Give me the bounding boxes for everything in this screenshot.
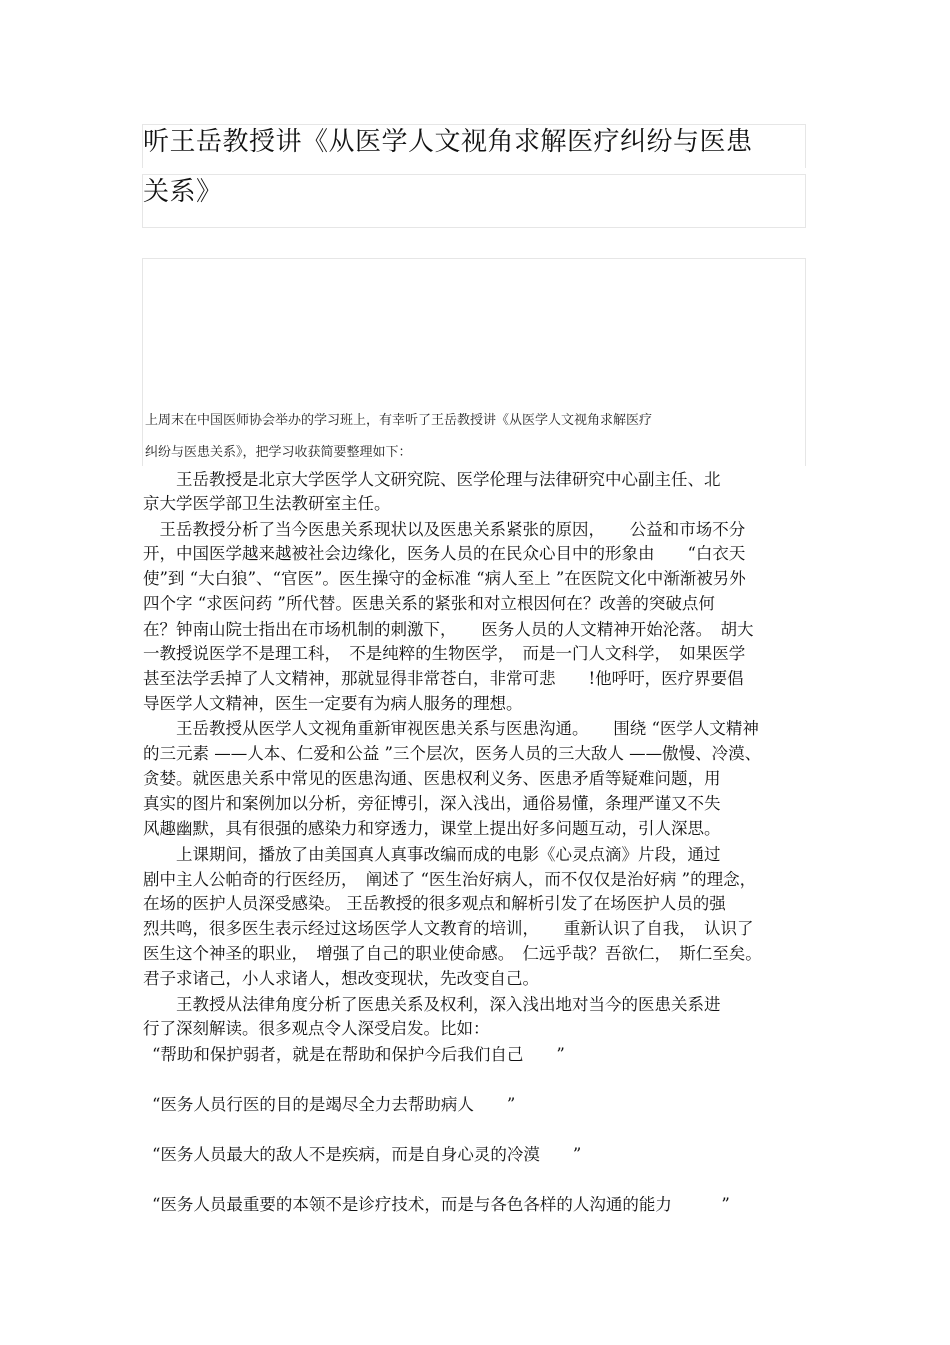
body-line: 贪婪。就医患关系中常见的医患沟通、医患权利义务、医患矛盾等疑难问题，用 [143,769,721,788]
body-line: 京大学医学部卫生法教研室主任。 [143,494,391,513]
body-line: 开，中国医学越来越被社会边缘化，医务人员的在民众心目中的形象由 “白衣天 [143,544,746,563]
quote-line: “医务人员行医的目的是竭尽全力去帮助病人 ” [152,1095,516,1114]
quote-line: “医务人员最重要的本领不是诊疗技术，而是与各色各样的人沟通的能力 ” [152,1195,730,1214]
body-line: 上课期间，播放了由美国真人真事改编而成的电影《心灵点滴》片段，通过 [143,845,721,864]
body-line: 甚至法学丢掉了人文精神，那就显得非常苍白，非常可悲 !他呼吁，医疗界要倡 [143,669,744,688]
body-line: 真实的图片和案例加以分析，旁征博引，深入浅出，通俗易懂，条理严谨又不失 [143,794,721,813]
body-line: 王教授从法律角度分析了医患关系及权利，深入浅出地对当今的医患关系进 [143,995,721,1014]
page-title-line-2: 关系》 [143,177,223,207]
body-line: 在？钟南山院士指出在市场机制的刺激下， 医务人员的人文精神开始沦落。 胡大 [143,620,754,639]
intro-line-2: 纠纷与医患关系》，把学习收获简要整理如下： [145,445,412,460]
body-line: 四个字 “求医问药 ”所代替。医患关系的紧张和对立根因何在？改善的突破点何 [143,594,715,613]
body-line: 的三元素 ——人本、仁爱和公益 ”三个层次，医务人员的三大敌人 ——傲慢、冷漠、 [143,744,762,763]
body-line: 一教授说医学不是理工科， 不是纯粹的生物医学， 而是一门人文科学， 如果医学 [143,644,746,663]
quote-line: “帮助和保护弱者，就是在帮助和保护今后我们自己 ” [152,1045,565,1064]
body-line: 王岳教授分析了当今医患关系现状以及医患关系紧张的原因， 公益和市场不分 [143,520,746,539]
intro-frame [142,258,806,466]
quote-line: “医务人员最大的敌人不是疾病，而是自身心灵的冷漠 ” [152,1145,582,1164]
body-line: 剧中主人公帕奇的行医经历， 阐述了 “医生治好病人，而不仅仅是治好病 ”的理念， [143,870,757,889]
page-title-line-1: 听王岳教授讲《从医学人文视角求解医疗纠纷与医患 [143,127,753,157]
body-line: 在场的医护人员深受感染。 王岳教授的很多观点和解析引发了在场医护人员的强 [143,894,726,913]
body-line: 使”到 “大白狼”、“官医”。医生操守的金标准 “病人至上 ”在医院文化中渐渐被另外 [143,569,746,588]
body-line: 风趣幽默，具有很强的感染力和穿透力，课堂上提出好多问题互动，引人深思。 [143,819,721,838]
intro-line-1: 上周末在中国医师协会举办的学习班上，有幸听了王岳教授讲《从医学人文视角求解医疗 [145,413,653,428]
body-line: 王岳教授从医学人文视角重新审视医患关系与医患沟通。 围绕 “医学人文精神 [143,719,759,738]
body-line: 烈共鸣，很多医生表示经过这场医学人文教育的培训， 重新认识了自我， 认识了 [143,919,754,938]
body-line: 王岳教授是北京大学医学人文研究院、医学伦理与法律研究中心副主任、北 [143,470,721,489]
body-line: 医生这个神圣的职业， 增强了自己的职业使命感。 仁远乎哉？吾欲仁， 斯仁至矣。 [143,944,762,963]
title-frame-bottom [142,174,806,228]
body-line: 行了深刻解读。很多观点令人深受启发。比如： [143,1019,490,1038]
body-line: 导医学人文精神，医生一定要有为病人服务的理想。 [143,694,523,713]
body-line: 君子求诸己，小人求诸人，想改变现状，先改变自己。 [143,969,539,988]
